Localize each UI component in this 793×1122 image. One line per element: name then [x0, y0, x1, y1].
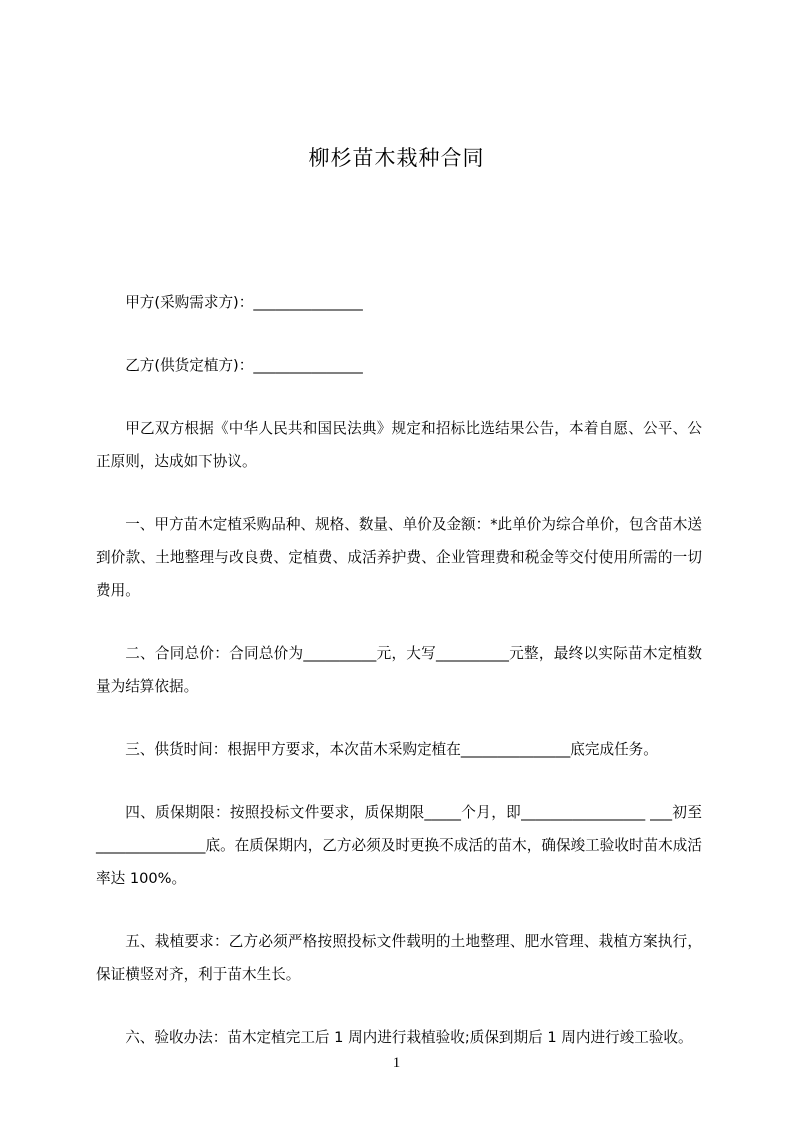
clause-6: 六、验收办法：苗木定植完工后 1 周内进行栽植验收;质保到期后 1 周内进行竣工验收。: [125, 1029, 693, 1046]
page-number: 1: [392, 1055, 401, 1071]
document-body: [96, 286, 702, 1054]
paragraph-gap: [96, 382, 702, 412]
clause-4: 四、质保期限：按照投标文件要求，质保期限_____个月，即_________________ ___初至_______________底。在质保期内，乙方必须及时更换不成活的苗木，确保竣工验收时苗木成活率达 100%。: [96, 804, 702, 887]
paragraph-gap: [96, 319, 702, 349]
clause-2: 二、合同总价：合同总价为__________元，大写__________元整，最终以实际苗木定植数量为结算依据。: [96, 645, 702, 695]
intro-paragraph: 甲乙双方根据《中华人民共和国民法典》规定和招标比选结果公告，本着自愿、公平、公正原则，达成如下协议。: [96, 420, 702, 470]
clause-3: 三、供货时间：根据甲方要求，本次苗木采购定植在_______________底完成任务。: [125, 741, 658, 758]
paragraph-gap: [96, 991, 702, 1021]
clause-5: 五、栽植要求：乙方必须严格按照投标文件载明的土地整理、肥水管理、栽植方案执行，保证横竖对齐，利于苗木生长。: [96, 933, 702, 983]
paragraph-gap: [96, 766, 702, 796]
paragraph-gap: [96, 895, 702, 925]
paragraph-gap: [96, 607, 702, 637]
document-title: 柳杉苗木栽种合同: [308, 146, 485, 170]
paragraph-gap: [96, 478, 702, 508]
party-a-line: 甲方(采购需求方)：_______________: [125, 294, 363, 311]
party-b-line: 乙方(供货定植方)：_______________: [125, 357, 363, 374]
clause-1: 一、甲方苗木定植采购品种、规格、数量、单价及金额：*此单价为综合单价，包含苗木送到价款、土地整理与改良费、定植费、成活养护费、企业管理费和税金等交付使用所需的一切费用。: [96, 516, 702, 599]
paragraph-gap: [96, 703, 702, 733]
